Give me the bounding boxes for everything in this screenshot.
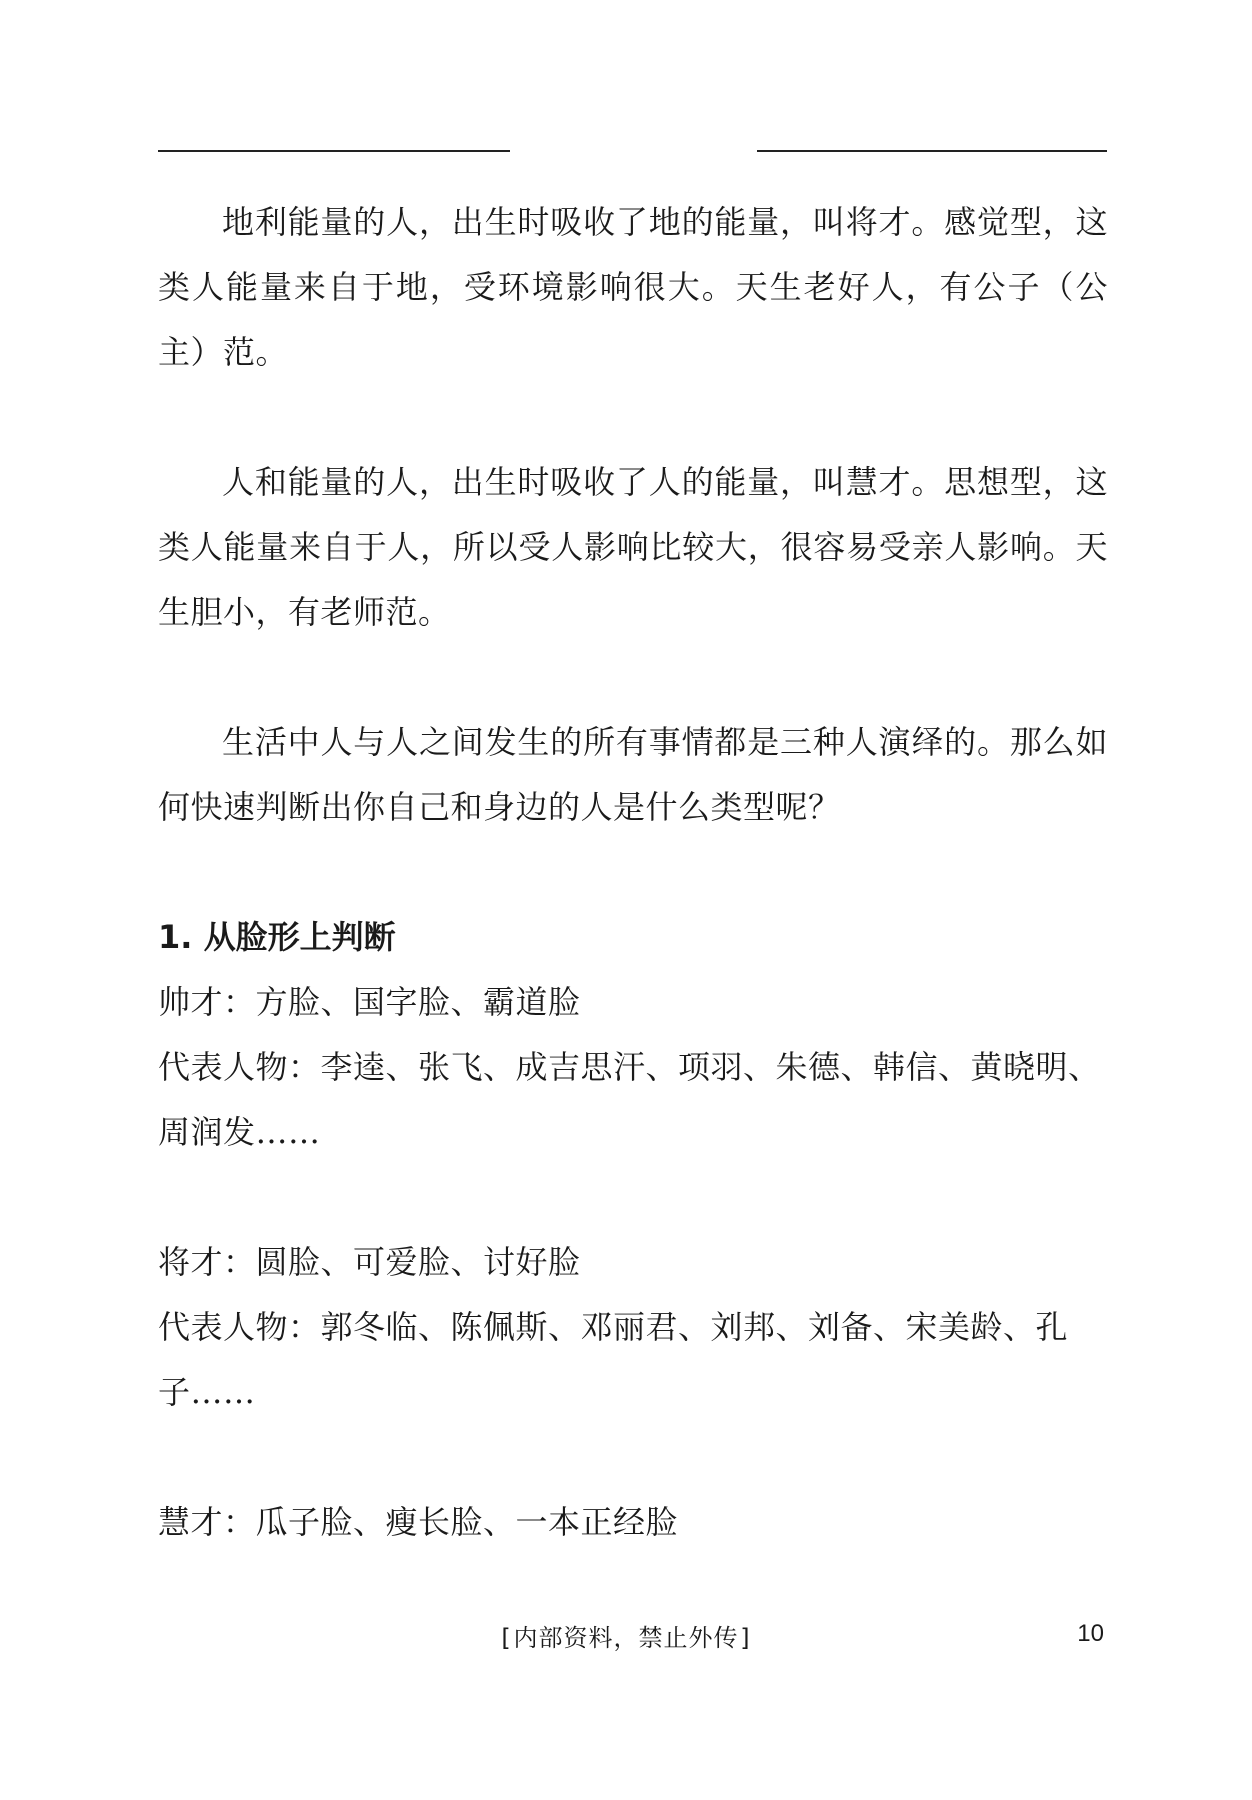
- page-content: [158, 190, 1108, 1555]
- section-heading: 1. 从脸形上判断: [158, 918, 396, 956]
- hui-face-line: 慧才：瓜子脸、瘦长脸、一本正经脸: [158, 1503, 679, 1541]
- shuai-face-line: 帅才：方脸、国字脸、霸道脸: [158, 983, 581, 1021]
- header-rule-right: [757, 150, 1107, 152]
- footer-notice: [内部资料，禁止外传]: [498, 1624, 754, 1652]
- paragraph-earth-energy: 地利能量的人，出生时吸收了地的能量，叫将才。感觉型，这类人能量来自于地，受环境影响很大。天生老好人，有公子（公主）范。: [158, 203, 1108, 371]
- page-number: 10: [1077, 1620, 1104, 1647]
- paragraph-human-energy: 人和能量的人，出生时吸收了人的能量，叫慧才。思想型，这类人能量来自于人，所以受人影响比较大，很容易受亲人影响。天生胆小，有老师范。: [158, 463, 1108, 631]
- jiang-people-line: 代表人物：郭冬临、陈佩斯、邓丽君、刘邦、刘备、宋美龄、孔子……: [158, 1308, 1069, 1411]
- jiang-face-line: 将才：圆脸、可爱脸、讨好脸: [158, 1243, 581, 1281]
- paragraph-three-types: 生活中人与人之间发生的所有事情都是三种人演绎的。那么如何快速判断出你自己和身边的人是什么类型呢？: [158, 723, 1108, 826]
- header-rule-left: [158, 150, 510, 152]
- shuai-people-line: 代表人物：李逵、张飞、成吉思汗、项羽、朱德、韩信、黄晓明、周润发……: [158, 1048, 1101, 1151]
